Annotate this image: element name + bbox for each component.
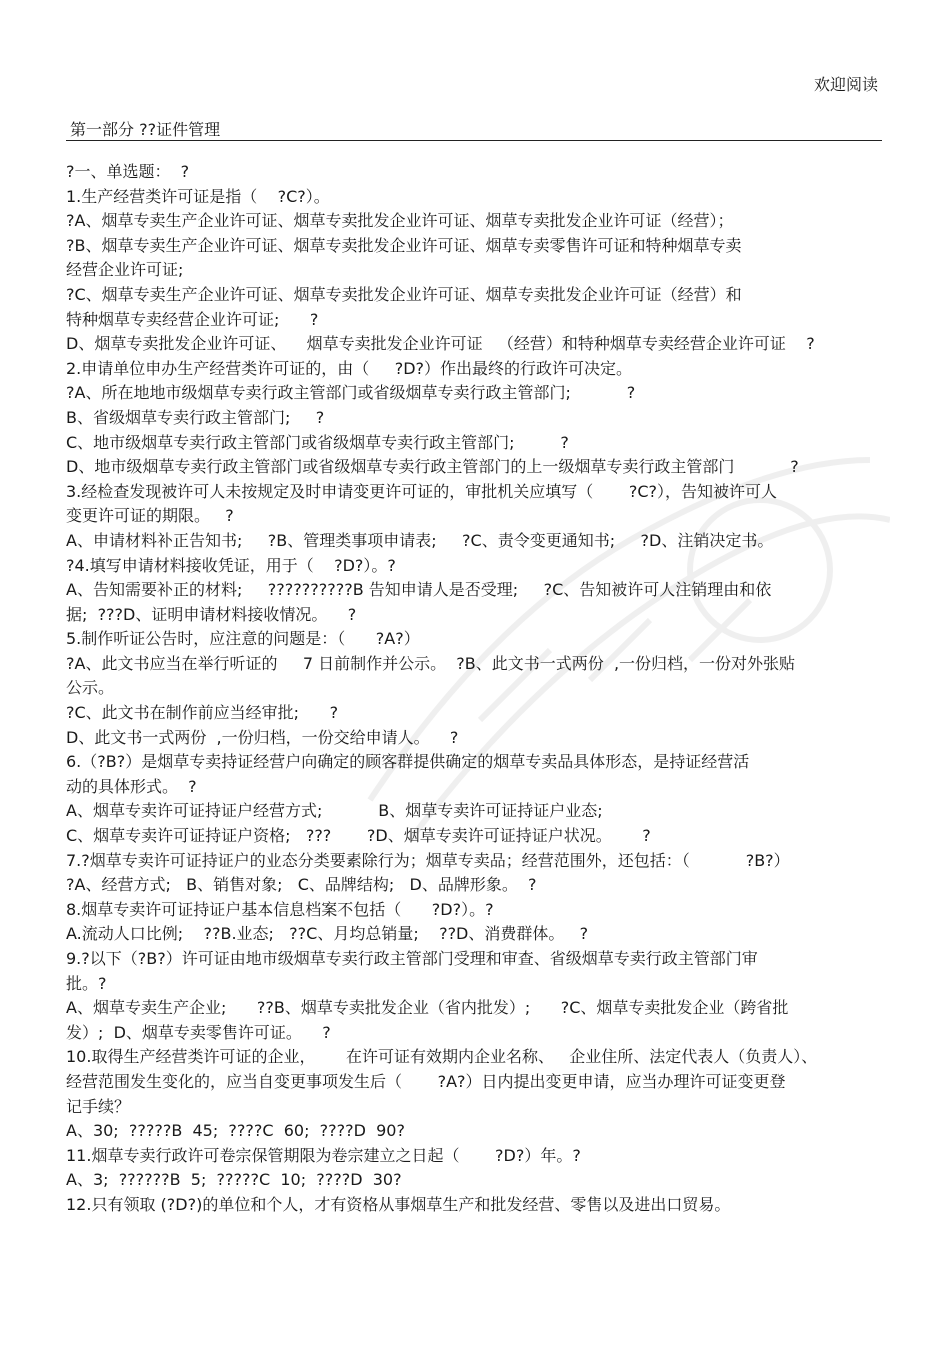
- text-line: 9.?以下（?B?）许可证由地市级烟草专卖行政主管部门受理和审查、省级烟草专卖行政主管部门审: [66, 949, 758, 968]
- text-line: D、地市级烟草专卖行政主管部门或省级烟草专卖行政主管部门的上一级烟草专卖行政主管部门 ?: [66, 457, 799, 477]
- text-line: ?B、烟草专卖生产企业许可证、烟草专卖批发企业许可证、烟草专卖零售许可证和特种烟草专卖: [66, 235, 742, 255]
- text-line: 12.只有领取 (?D?)的单位和个人，才有资格从事烟草生产和批发经营、零售以及进出口贸易。: [66, 1194, 731, 1214]
- text-line: A.流动人口比例; ??B.业态; ??C、月均总销量; ??D、消费群体。 ?: [66, 924, 589, 944]
- question-list: [66, 160, 888, 1218]
- text-line: ?一、单选题： ?: [66, 162, 190, 181]
- text-line: 公示。: [66, 678, 115, 698]
- text-line: A、30; ?????B 45; ????C 60; ????D 90?: [66, 1121, 405, 1141]
- text-line: B、省级烟草专卖行政主管部门; ?: [66, 407, 325, 427]
- text-line: ?C、此文书在制作前应当经审批; ?: [66, 703, 339, 723]
- text-line: 11.烟草专卖行政许可卷宗保管期限为卷宗建立之日起（ ?D?）年。?: [66, 1145, 581, 1165]
- text-line: 3.经检查发现被许可人未按规定及时申请变更许可证的，审批机关应填写（ ?C?），告知被许可人: [66, 481, 778, 501]
- text-line: 特种烟草专卖经营企业许可证; ?: [66, 309, 319, 329]
- text-line: 据; ???D、证明申请材料接收情况。 ?: [66, 604, 357, 624]
- text-line: ?A、烟草专卖生产企业许可证、烟草专卖批发企业许可证、烟草专卖批发企业许可证（经营）；: [66, 211, 734, 231]
- header-divider: [66, 140, 882, 141]
- text-line: 6.（?B?）是烟草专卖持证经营户向确定的顾客群提供确定的烟草专卖品具体形态，是持证经营活: [66, 752, 750, 772]
- text-line: 经营范围发生变化的，应当自变更事项发生后（ ?A?）日内提出变更申请，应当办理许可证变更登: [66, 1071, 786, 1091]
- text-line: 发）; D、烟草专卖零售许可证。 ?: [66, 1022, 331, 1042]
- text-line: 2.申请单位申办生产经营类许可证的，由（ ?D?）作出最终的行政许可决定。: [66, 358, 633, 378]
- text-line: ?4.填写申请材料接收凭证，用于（ ?D?）。?: [66, 555, 396, 575]
- text-line: 经营企业许可证;: [66, 260, 184, 280]
- text-line: 1.生产经营类许可证是指（ ?C?）。: [66, 186, 330, 206]
- text-line: C、地市级烟草专卖行政主管部门或省级烟草专卖行政主管部门; ?: [66, 432, 569, 452]
- text-line: 5.制作听证公告时，应注意的问题是：（ ?A?）: [66, 629, 420, 649]
- text-line: A、告知需要补正的材料; ??????????B 告知申请人是否受理; ?C、告知被许可人注销理由和依: [66, 580, 772, 600]
- text-line: 记手续？: [66, 1096, 131, 1116]
- text-line: ?A、此文书应当在举行听证的 7 日前制作并公示。 ?B、此文书一式两份 ,一份归档，一份对外张贴: [66, 653, 796, 673]
- text-line: 变更许可证的期限。 ?: [66, 506, 234, 526]
- text-line: D、此文书一式两份 ,一份归档，一份交给申请人。 ?: [66, 727, 459, 747]
- text-line: A、烟草专卖生产企业; ??B、烟草专卖批发企业（省内批发）; ?C、烟草专卖批发企业（跨省批: [66, 998, 789, 1018]
- text-line: 动的具体形式。 ?: [66, 776, 197, 796]
- text-line: C、烟草专卖许可证持证户资格; ??? ?D、烟草专卖许可证持证户状况。 ?: [66, 826, 651, 846]
- text-line: ?A、所在地地市级烟草专卖行政主管部门或省级烟草专卖行政主管部门; ?: [66, 383, 636, 403]
- header-welcome-text: 欢迎阅读: [813, 75, 878, 94]
- text-line: A、申请材料补正告知书; ?B、管理类事项申请表; ?C、责令变更通知书; ?D、注销决定书。: [66, 530, 774, 550]
- text-line: 10.取得生产经营类许可证的企业， 在许可证有效期内企业名称、 企业住所、法定代表人（负责人）、: [66, 1047, 818, 1067]
- text-line: ?C、烟草专卖生产企业许可证、烟草专卖批发企业许可证、烟草专卖批发企业许可证（经营）和: [66, 284, 742, 304]
- text-line: ?A、经营方式; B、销售对象; C、品牌结构; D、品牌形象。 ?: [66, 875, 537, 895]
- text-line: 8.烟草专卖许可证持证户基本信息档案不包括（ ?D?）。?: [66, 899, 494, 919]
- text-line: A、烟草专卖许可证持证户经营方式; B、烟草专卖许可证持证户业态;: [66, 801, 603, 821]
- text-line: A、3; ??????B 5; ?????C 10; ????D 30?: [66, 1170, 402, 1190]
- section-title: 第一部分 ??证件管理: [70, 120, 221, 139]
- text-line: 7.?烟草专卖许可证持证户的业态分类要素除行为；烟草专卖品；经营范围外，还包括：（ ?B?）: [66, 850, 790, 870]
- text-line: 批。?: [66, 973, 107, 993]
- text-line: D、烟草专卖批发企业许可证、 烟草专卖批发企业许可证 （经营）和特种烟草专卖经营企业许可证 ?: [66, 334, 815, 354]
